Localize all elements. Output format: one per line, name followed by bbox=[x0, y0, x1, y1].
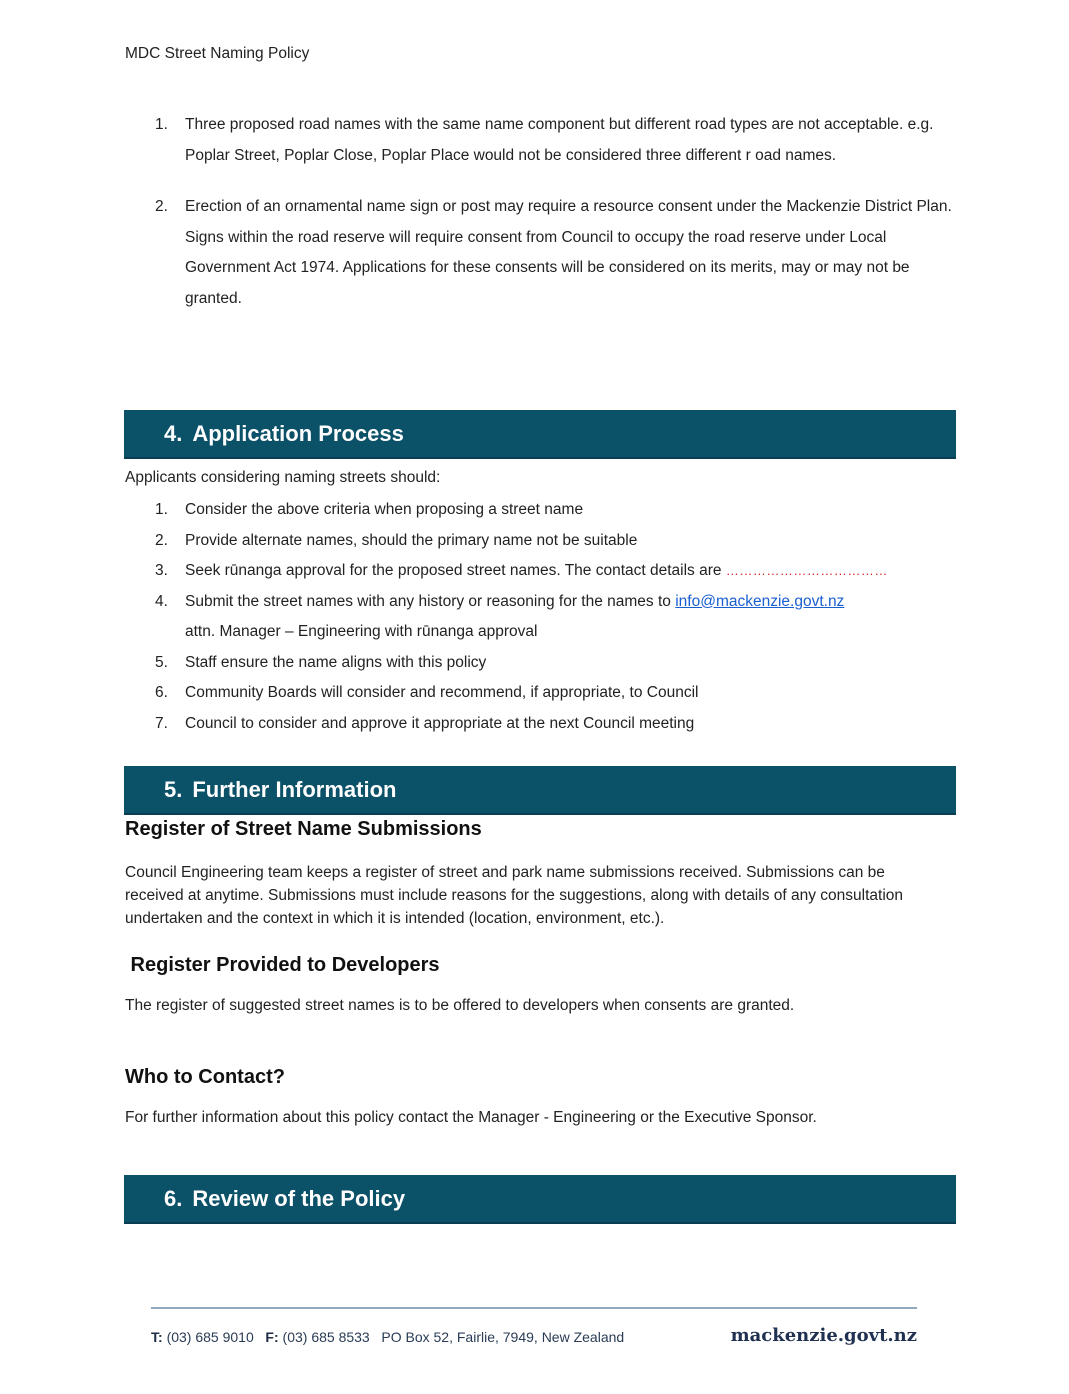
section-number: 6. bbox=[164, 1185, 183, 1211]
list-item-text: Council to consider and approve it appropriate at the next Council meeting bbox=[185, 714, 695, 732]
list-item-number: 4. bbox=[155, 592, 168, 610]
list-item bbox=[125, 192, 955, 314]
application-steps-list bbox=[125, 495, 955, 739]
list-item-number: 2. bbox=[155, 531, 168, 549]
email-link[interactable]: info@mackenzie.govt.nz bbox=[675, 592, 845, 610]
subheading-register-developers: Register Provided to Developers bbox=[125, 954, 440, 976]
list-item-number: 6. bbox=[155, 684, 168, 701]
register-submissions-body: Council Engineering team keeps a register of street and park name submissions received. Submissions can be received at anytime. Submissions must include reasons for the suggestions, along with details of any consultation undertaken and the context in which it is intended (location, environment, etc.). bbox=[125, 864, 904, 927]
list-item bbox=[125, 110, 955, 171]
list-item bbox=[125, 556, 955, 587]
who-to-contact-body: For further information about this policy contact the Manager - Engineering or the Executive Sponsor. bbox=[125, 1109, 817, 1126]
postal-address: PO Box 52, Fairlie, 7949, New Zealand bbox=[381, 1329, 625, 1345]
page-header-title: MDC Street Naming Policy bbox=[125, 45, 310, 62]
list-item-number: 7. bbox=[155, 714, 168, 732]
list-item bbox=[125, 587, 955, 648]
contact-details-placeholder: ……………………………… bbox=[725, 563, 888, 578]
list-item-text-continued: attn. Manager – Engineering with rūnanga approval bbox=[185, 623, 538, 640]
section-title: Review of the Policy bbox=[192, 1185, 406, 1211]
list-item-text: Community Boards will consider and recommend, if appropriate, to Council bbox=[185, 684, 699, 701]
list-item bbox=[125, 709, 955, 740]
section-heading-further-information bbox=[124, 766, 956, 815]
phone-label: T: bbox=[151, 1329, 163, 1345]
intro-numbered-list bbox=[125, 110, 955, 335]
section-heading-application-process bbox=[124, 410, 956, 459]
list-item-text: Submit the street names with any history or reasoning for the names to bbox=[185, 592, 676, 610]
subheading-register-submissions: Register of Street Name Submissions bbox=[125, 818, 482, 840]
list-item-text: Erection of an ornamental name sign or post may require a resource consent under the Mackenzie District Plan. Signs within the road reserve will require consent from Council to occupy the road reserve under Local Government Act 1974. Applications for these consents will be considered on its merits, may or may not be granted. bbox=[185, 198, 952, 307]
list-item bbox=[125, 648, 955, 679]
list-item-text: Three proposed road names with the same name component but different road types are not acceptable. e.g. Poplar Street, Poplar Close, Poplar Place would not be considered three different r oad names. bbox=[185, 116, 934, 164]
section-title: Further Information bbox=[192, 776, 397, 802]
list-item-text: Staff ensure the name aligns with this policy bbox=[185, 653, 487, 671]
phone-number: (03) 685 9010 bbox=[166, 1329, 254, 1345]
footer-website[interactable]: mackenzie.govt.nz bbox=[730, 1325, 917, 1346]
subheading-who-to-contact: Who to Contact? bbox=[125, 1066, 285, 1088]
section-title: Application Process bbox=[192, 420, 404, 446]
list-item-number: 3. bbox=[155, 562, 168, 579]
list-item bbox=[125, 526, 955, 557]
section-number: 5. bbox=[164, 776, 183, 802]
fax-label: F: bbox=[265, 1329, 279, 1345]
section-number: 4. bbox=[164, 420, 183, 446]
list-item-text: Consider the above criteria when proposing a street name bbox=[185, 501, 584, 518]
list-item-number: 1. bbox=[155, 116, 168, 133]
application-lead-text: Applicants considering naming streets should: bbox=[125, 469, 441, 486]
list-item-text: Provide alternate names, should the primary name not be suitable bbox=[185, 531, 638, 549]
fax-number: (03) 685 8533 bbox=[282, 1329, 370, 1345]
list-item-number: 5. bbox=[155, 653, 168, 671]
list-item bbox=[125, 678, 955, 709]
register-developers-body: The register of suggested street names is to be offered to developers when consents are granted. bbox=[125, 997, 795, 1014]
list-item bbox=[125, 495, 955, 526]
list-item-number: 2. bbox=[155, 198, 168, 215]
list-item-text: Seek rūnanga approval for the proposed street names. The contact details are bbox=[185, 562, 726, 579]
section-heading-review-policy bbox=[124, 1175, 956, 1224]
footer-contact-info bbox=[151, 1329, 624, 1345]
footer-divider bbox=[151, 1307, 917, 1309]
list-item-number: 1. bbox=[155, 501, 168, 518]
